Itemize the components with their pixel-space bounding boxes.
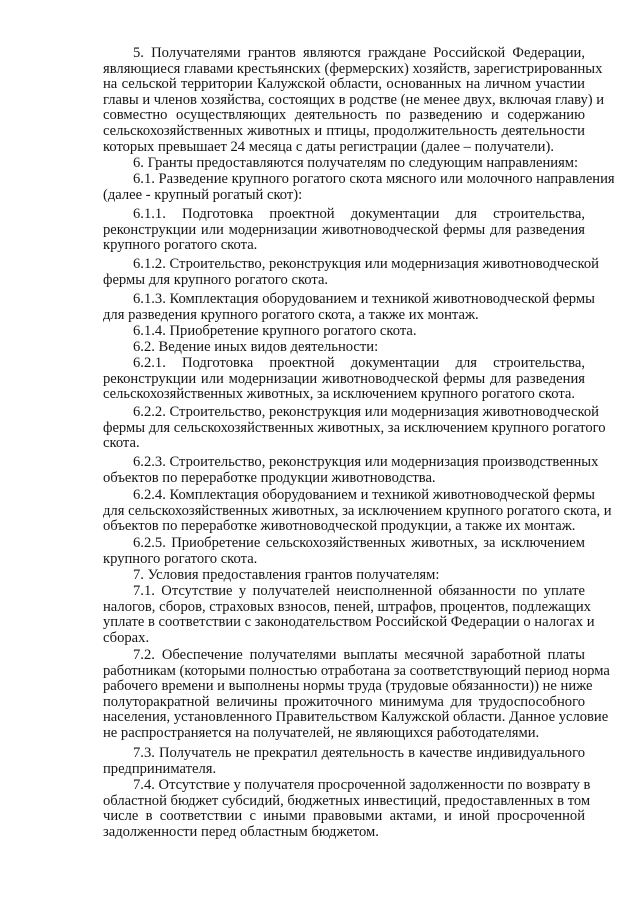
- text-line: 6.2.3. Строительство, реконструкция или модернизация производственных: [133, 454, 599, 470]
- paragraph-p6-1-1: [103, 207, 585, 254]
- text-line: 7.1. Отсутствие у получателей неисполненной обязанности по уплате: [133, 583, 585, 599]
- text-line: фермы для сельскохозяйственных животных, за исключением крупного рогатого: [103, 419, 606, 436]
- paragraph-p7-2: [103, 647, 610, 742]
- text-line: крупного рогатого скота.: [103, 237, 258, 254]
- text-line: 7. Условия предоставления грантов получателям:: [133, 567, 440, 583]
- text-line: 6.1.3. Комплектация оборудованием и техникой животноводческой фермы: [133, 291, 595, 307]
- text-line: для сельскохозяйственных животных, за исключением крупного рогатого скота, и: [103, 502, 612, 519]
- text-line: рабочего времени и выполнены нормы труда (трудовые обязанности)) не ниже: [103, 678, 593, 695]
- text-line: 7.4. Отсутствие у получателя просроченной задолженности по возврату в: [133, 777, 591, 793]
- text-line: главы и членов хозяйства, состоящих в родстве (не менее двух, включая главу) и: [103, 91, 605, 108]
- text-line: сельскохозяйственных животных и птицы, продолжительность деятельности: [103, 122, 585, 139]
- paragraph-p6-1: [103, 171, 615, 203]
- paragraph-p6-2-5: [103, 536, 585, 567]
- paragraph-p7-4: [103, 777, 591, 840]
- text-line: 6.2.2. Строительство, реконструкция или модернизация животноводческой: [133, 404, 599, 420]
- text-line: предпринимателя.: [103, 760, 217, 777]
- text-line: 5. Получателями грантов являются граждане Российской Федерации,: [133, 45, 585, 61]
- text-line: сборах.: [103, 629, 150, 646]
- paragraph-p5: [103, 45, 605, 155]
- paragraph-p7-3: [103, 746, 585, 777]
- paragraph-p6-1-3: [103, 291, 595, 323]
- paragraph-p7: [103, 568, 585, 584]
- text-line: не распространяется на получателей, не являющихся работодателями.: [103, 724, 540, 741]
- text-line: 6.2.1. Подготовка проектной документации для строительства,: [133, 355, 585, 371]
- paragraph-p6-2: [103, 340, 585, 356]
- text-line: 6.2. Ведение иных видов деятельности:: [133, 339, 379, 355]
- paragraph-p7-1: [103, 583, 595, 646]
- text-line: объектов по переработке животноводческой продукции, а также их монтаж.: [103, 518, 576, 535]
- text-line: 6.1.2. Строительство, реконструкция или модернизация животноводческой: [133, 256, 599, 272]
- text-line: совместно осуществляющих деятельность по разведению и содержанию: [103, 107, 585, 124]
- paragraph-p6-2-4: [103, 487, 612, 535]
- text-line: 7.3. Получатель не прекратил деятельность в качестве индивидуального: [133, 745, 585, 761]
- text-line: работникам (которыми полностью отработана за соответствующий период норма: [103, 662, 610, 679]
- text-line: 6.1.4. Приобретение крупного рогатого скота.: [133, 323, 417, 339]
- text-line: 7.2. Обеспечение получателями выплаты месячной заработной платы: [133, 647, 585, 663]
- text-line: 6.1.1. Подготовка проектной документации для строительства,: [133, 206, 585, 222]
- text-line: областной бюджет субсидий, бюджетных инвестиций, предоставленных в том: [103, 792, 591, 809]
- text-line: реконструкции или модернизации животноводческой фермы для разведения: [103, 370, 585, 387]
- text-line: фермы для крупного рогатого скота.: [103, 271, 329, 288]
- text-line: полуторакратной величины прожиточного минимума для трудоспособного: [103, 693, 585, 710]
- text-line: крупного рогатого скота.: [103, 550, 258, 567]
- text-line: для разведения крупного рогатого скота, а также их монтаж.: [103, 306, 479, 323]
- text-line: сельскохозяйственных животных, за исключением крупного рогатого скота.: [103, 386, 576, 403]
- paragraph-p6-2-2: [103, 404, 606, 452]
- text-line: задолженности перед областным бюджетом.: [103, 823, 379, 840]
- paragraph-p6: [103, 156, 585, 172]
- text-line: уплате в соответствии с законодательством Российской Федерации о налогах и: [103, 614, 595, 631]
- text-line: 6.2.5. Приобретение сельскохозяйственных животных, за исключением: [133, 535, 585, 551]
- paragraph-p6-1-2: [103, 256, 599, 288]
- text-line: являющиеся главами крестьянских (фермерских) хозяйств, зарегистрированных: [103, 60, 603, 77]
- text-line: 6.1. Разведение крупного рогатого скота мясного или молочного направления: [133, 171, 615, 187]
- text-line: объектов по переработке продукции животноводства.: [103, 469, 436, 486]
- text-line: 6.2.4. Комплектация оборудованием и техникой животноводческой фермы: [133, 487, 595, 503]
- text-line: населения, установленного Правительством Калужской области. Данное условие: [103, 709, 609, 726]
- text-line: которых превышает 24 месяца с даты регистрации (далее – получатели).: [103, 138, 554, 155]
- text-line: числе в соответствии с иными правовыми актами, и иной просроченной: [103, 808, 585, 825]
- text-line: скота.: [103, 435, 140, 452]
- text-line: на сельской территории Калужской области, основанных на личном участии: [103, 76, 585, 93]
- text-line: налогов, сборов, страховых взносов, пеней, штрафов, процентов, подлежащих: [103, 598, 591, 615]
- text-line: реконструкции или модернизации животноводческой фермы для разведения: [103, 221, 585, 238]
- text-line: 6. Гранты предоставляются получателям по следующим направлениям:: [133, 155, 579, 171]
- paragraph-p6-2-1: [103, 356, 585, 403]
- paragraph-p6-2-3: [103, 454, 599, 486]
- paragraph-p6-1-4: [103, 324, 585, 340]
- text-line: (далее - крупный рогатый скот):: [103, 186, 303, 203]
